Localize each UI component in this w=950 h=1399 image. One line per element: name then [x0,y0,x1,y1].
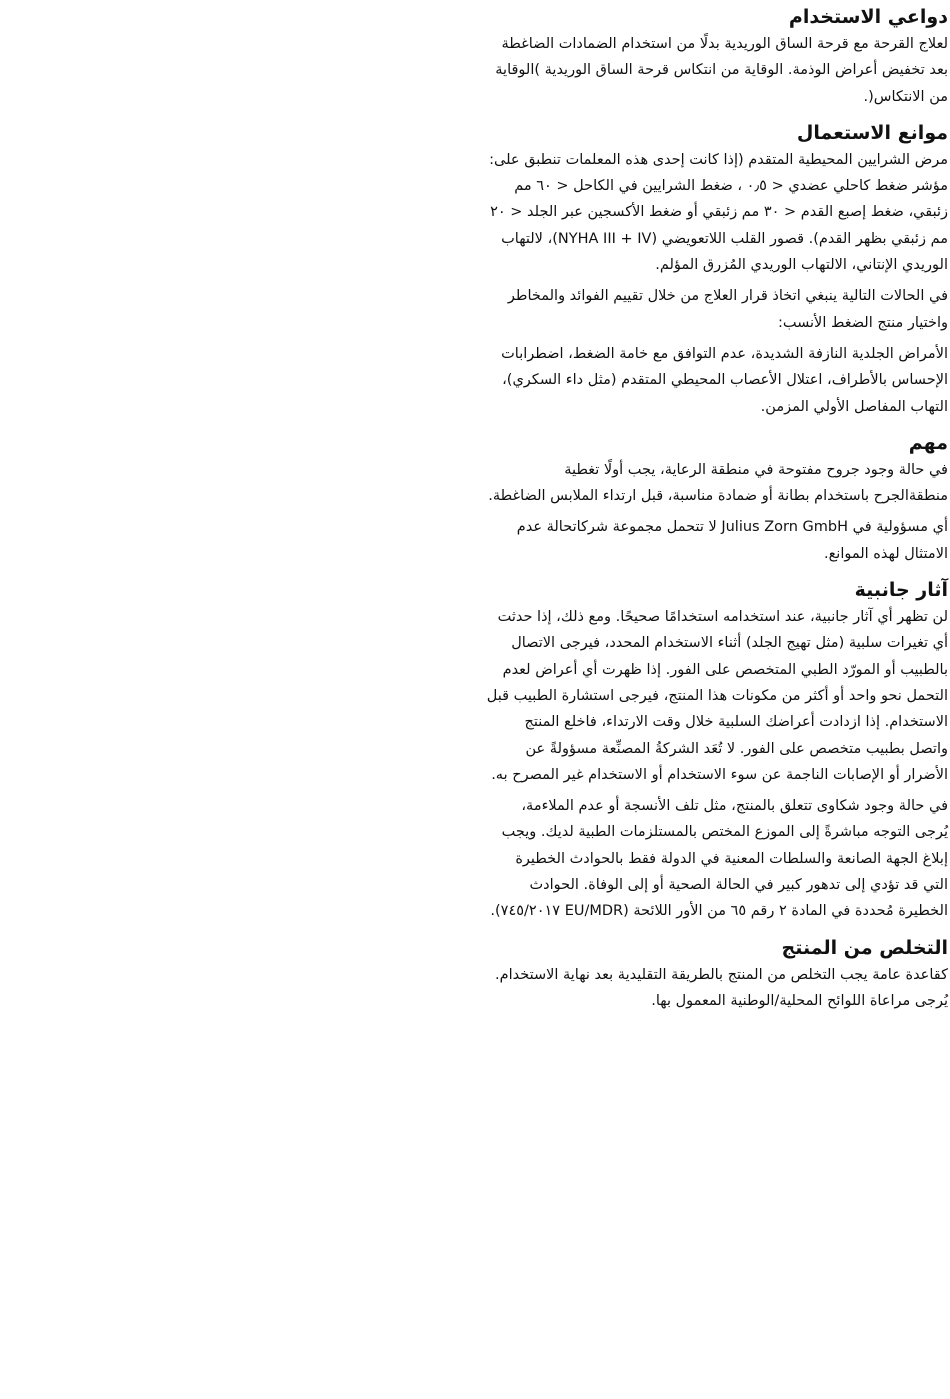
section-heading-contraindications: موانع الاستعمال [796,121,948,144]
section-heading-indications: دواعي الاستخدام [788,6,948,28]
section-contraindications [486,120,948,420]
open-wounds-paragraph: في حالة وجود جروح مفتوحة في منطقة الرعاية، يجب أولًا تغطية منطقةالجرح باستخدام بطانة أو ضمادة مناسبة، قبل ارتداء الملابس الضاغطة. [488,461,948,505]
relative-contraindications-paragraph: الأمراض الجلدية النازفة الشديدة، عدم التوافق مع خامة الضغط، اضطرابات الإحساس بالأطراف، اعتلال الأعصاب المحيطي المتقدم (مثل داء السكري)، التهاب المفاصل الأولي المزمن. [501,345,948,415]
section-disposal [486,935,948,1015]
section-heading-important: مهم [908,431,948,454]
contraindications-paragraph: مرض الشرايين المحيطية المتقدم (إذا كانت إحدى هذه المعلمات تنطبق على: مؤشر ضغط كاحلي عضدي < ٠٫٥ ، ضغط الشرايين في الكاحل < ٦٠ مم زئبقي، ضغط إصبع القدم < ٣٠ مم زئبقي أو ضغط الأكسجين عبر الجلد < ٢٠ مم زئبقي بظهر القدم). قصور القلب اللاتعويضي (NYHA III + IV)، لالتهاب الوريدي الإنتاني، الالتهاب الوريدي المُزرق المؤلم. [489,151,948,274]
disposal-paragraph: كقاعدة عامة يجب التخلص من المنتج بالطريقة التقليدية بعد نهاية الاستخدام. يُرجى مراعاة اللوائح المحلية/الوطنية المعمول بها. [494,966,948,1009]
side-effects-paragraph: لن تظهر أي آثار جانبية، عند استخدامه استخدامًا صحيحًا. ومع ذلك، إذا حدثت أي تغيرات سلبية (مثل تهيج الجلد) أثناء الاستخدام المحدد، فيرجى الاتصال بالطبيب أو المورّد الطبي المتخصص على الفور. إذا ظهرت أي أعراض لعدم التحمل نحو واحد أو أكثر من مكونات هذا المنتج، فيرجى استشارة الطبيب قبل الاستخدام. إذا ازدادت أعراضك السلبية خلال وقت الارتداء، فاخلع المنتج واتصل بطبيب متخصص على الفور. لا تُعَد الشركةُ المصنِّعة مسؤولةً عن الأضرار أو الإصابات الناجمة عن سوء الاستخدام أو الاستخدام غير المصرح به. [486,609,948,783]
indications-paragraph: لعلاج القرحة مع قرحة الساق الوريدية بدلًا من استخدام الضمادات الضاغطة بعد تخفيض أعراض الوذمة. الوقاية من انتكاس قرحة الساق الوريدية )الوقاية من الانتكاس(. [495,36,948,105]
section-heading-side-effects: آثار جانبية [854,579,948,602]
risk-assessment-paragraph: في الحالات التالية ينبغي اتخاذ قرار العلاج من خلال تقييم الفوائد والمخاطر واختيار منتج الضغط الأنسب: [507,288,948,331]
liability-paragraph: أي مسؤولية في Julius Zorn GmbH لا تتحمل مجموعة شركاتحالة عدم الامتثال لهذه الموانع. [516,519,948,562]
section-indications [486,4,948,110]
section-heading-disposal: التخلص من المنتج [781,936,948,959]
instruction-text-column [486,4,948,1024]
complaints-paragraph: في حالة وجود شكاوى تتعلق بالمنتج، مثل تلف الأنسجة أو عدم الملاءمة، يُرجى التوجه مباشرةً إلى الموزع المختص بالمستلزمات الطبية لديك. ويجب إبلاغ الجهة الصانعة والسلطات المعنية في الدولة فقط بالحوادث الخطيرة التي قد تؤدي إلى تدهور كبير في الحالة الصحية أو إلى الوفاة. الحوادث الخطيرة مُحددة في المادة ٢ رقم ٦٥ من الأور اللائحة (EU/MDR ٧٤٥/٢٠١٧). [490,798,948,920]
section-important [486,430,948,567]
section-side-effects [486,577,948,925]
